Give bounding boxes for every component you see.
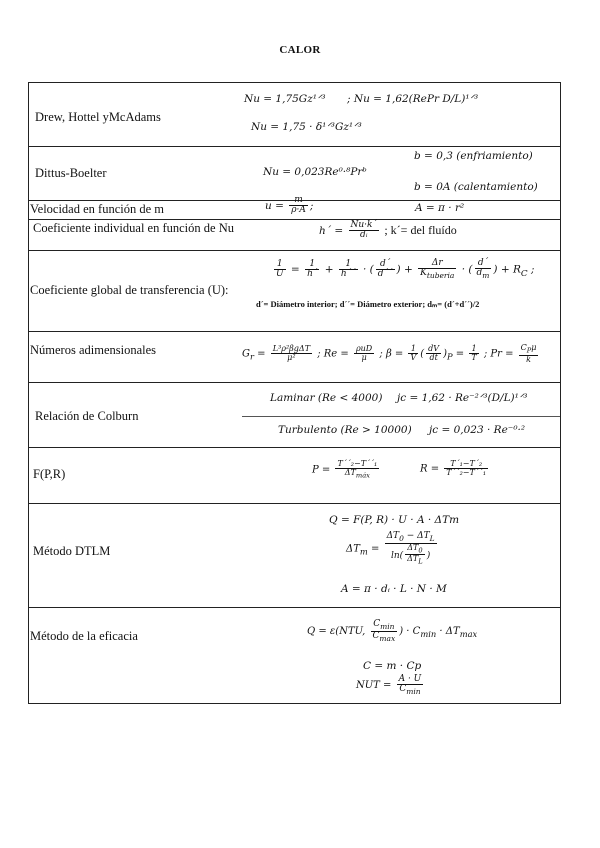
fraction-numerator: Nu·k´ [350,220,377,230]
row-label: Números adimensionales [30,343,157,357]
row-dittus-boelter [29,146,560,200]
row-label: Drew, Hottel yMcAdams [35,110,161,124]
colburn-divider [242,416,560,417]
formula-table [28,82,561,704]
formula-nu-re-pr: ; Nu = 1,62(RePr D/L)¹ᐟ³ [347,93,479,105]
row-label: Método de la eficacia [30,629,138,643]
formula-nu-dittus: Nu = 0,023Re⁰·⁸Prᵇ [263,166,367,178]
formula-p: P = $\frac{\text{T´´₂−T´´₁}}{\Delta T_{máx}}$ [312,459,378,480]
row-label: Coeficiente global de transferencia (U): [30,283,229,297]
row-fpr [29,447,560,503]
row-label: Método DTLM [33,544,111,558]
formula-lhs: u = [265,200,284,213]
formula-q-eficacia: Q = ε(NTU, $\frac{C_{min}}{C_{max}}$ ) · $C_{min} \cdot \Delta T_{max}$ [307,619,478,643]
formula-u [265,196,313,216]
row-colburn [29,382,560,447]
diameter-note: d´= Diámetro interior; d´´= Diámetro exterior; dₘ= (d´+d´´)/2 [256,299,480,309]
row-label: Dittus-Boelter [35,166,107,180]
row-velocidad [29,195,560,219]
formula-jc-turbulento: jc = 0,023 · Re⁻⁰·² [429,424,526,436]
row-numeros-adimensionales [29,331,560,382]
formula-h [319,221,457,241]
formula-b-enfriamiento: b = 0,3 (enfriamiento) [414,150,533,162]
formula-nu-delta: Nu = 1,75 · δ¹ᐟ³Gz¹ᐟ³ [251,121,362,133]
row-drew-hottel [29,83,560,146]
fraction-numerator: m [289,196,308,206]
formula-area-dtlm: A = π · dᵢ · L · N · M [341,583,447,595]
row-label: Coeficiente individual en función de Nu [33,221,234,235]
formula-end: ; [309,200,314,213]
formula-end: ; k´= del fluído [384,223,457,238]
formula-r: R = $\frac{\text{T´₁−T´₂}}{\text{T´´₂−T´´₁}}$ [420,459,487,478]
formula-area: A = π · r² [415,202,465,214]
row-coef-global [29,250,560,331]
formula-laminar: Laminar (Re < 4000) [270,392,383,404]
formula-lhs: h´ = [319,225,344,238]
formula-delta-tm: $\Delta T_m$ = $\Delta T_0 - \Delta T_L$ ln( $\frac{\Delta T_0}{\Delta T_L}$ ) [346,531,435,566]
row-label: Relación de Colburn [35,409,139,423]
page-title: CALOR [279,44,321,56]
formula-nut: NUT = $\frac{A \cdot U}{C_{min}}$ [356,674,422,697]
row-label: Velocidad en función de m [30,202,164,216]
formula-jc-laminar: jc = 1,62 · Re⁻²ᐟ³(D/L)¹ᐟ³ [397,392,528,404]
row-label: F(P,R) [33,467,66,481]
row-dtlm [29,503,560,607]
formula-b-calentamiento: b = 0A (calentamiento) [414,181,538,193]
formula-q-dtlm: Q = F(P, R) · U · A · ΔTm [329,514,460,526]
formula-adimensionales: $G_r$ = $\frac{\text{L³ρ²βgΔT}}{\text{μ²}}$ ; Re = $\frac{\text{ρuD}}{\mu}$ ; β = $\frac{1}{V}$ ( $\frac{dV}{dt}$ )$_P$ = $\frac{1}{T}$ ; Pr = $\frac{C_P\mu}{k}$ [242,343,537,364]
formula-global-u: $\frac{1}{U}$ = $\frac{1}{h´}$ + $\frac{1}{h´´}$ · ( $\frac{d´}{d´´}$ ) + $\frac{\Delta r}{K_{tuberia}}$ · ( $\frac{d´}{d_m}$ ) + $R_C$ ; [276,258,535,281]
fraction-denominator: ρ·A [291,205,306,216]
fraction-denominator: dᵢ [359,230,368,241]
row-eficacia [29,607,560,703]
row-coef-individual [29,219,560,250]
formula-nu-gz: Nu = 1,75Gz¹ᐟ³ [244,93,326,105]
formula-c: C = m · Cp [363,660,422,672]
formula-turbulento: Turbulento (Re > 10000) [278,424,412,436]
